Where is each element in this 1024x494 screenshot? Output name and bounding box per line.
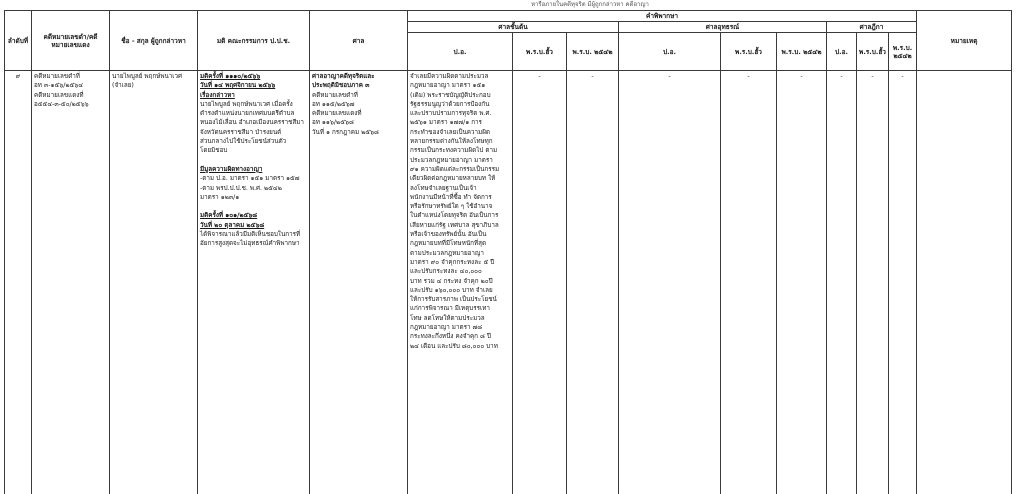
allegation-line: หนองไม้เลื่อน อำเภอเมืองนครราชสีมา (200, 119, 304, 127)
resolution-2-date: วันที่ ๒๐ ตุลาคม ๒๕๖๘ (200, 221, 265, 229)
allegation-line: ดำรงตำแหน่งนายกเทศมนตรีตำบล (200, 110, 295, 118)
dash-value: - (871, 73, 874, 80)
resolution-2-title: มติครั้งที่ ๑๐๑/๒๕๖๘ (200, 212, 258, 220)
judgment-line: แก่การพิจารณา มีเหตุบรรเทา (410, 305, 490, 313)
header-judgment: คำพิพากษา (408, 11, 917, 22)
cell-first-pa (408, 71, 513, 494)
court-line: วันที่ ๑ กรกฎาคม ๒๕๖๘ (312, 128, 379, 136)
allegation-line: นายไพบูลย์ พฤกษ์พนาเวศ เมื่อครั้ง (200, 100, 293, 108)
judgment-line: ๙๑ ความผิดแต่ละกรรมเป็นกรรม (410, 165, 500, 173)
cell-resolution (198, 71, 310, 494)
header-resolution: มติ คณะกรรมการ ป.ป.ช. (198, 11, 310, 71)
offense-line: มาตรา ๑๒๓/๑ (200, 193, 240, 201)
cell-appeal-prb2542 (777, 71, 827, 494)
judgment-line: ให้การรับสารภาพ เป็นประโยชน์ (410, 296, 497, 304)
case-line: คดีหมายเลขแดงที่ (34, 91, 84, 99)
court-line: คดีหมายเลขดำที่ (312, 91, 358, 99)
judgment-line: จำเลยมีความผิดตามประมวล (410, 73, 489, 80)
case-table (4, 10, 1012, 494)
cell-no (5, 71, 32, 494)
judgment-line: ตามประมวลกฎหมายอาญา (410, 249, 484, 257)
judgment-line: ๒๕๖๑ มาตรา ๑๗๗/๑ การ (410, 119, 482, 127)
table-row (5, 71, 1012, 494)
case-line: อ๕๕๔-๓-๕๐/๒๕๖๖ (34, 100, 89, 108)
cell-court (310, 71, 408, 494)
subheader-supreme-prb: พ.ร.บ.ฮั้ว (857, 33, 889, 71)
judgment-line: ๒๔ เดือน และปรับ ๘๐,๐๐๐ บาท (410, 342, 498, 350)
dash-value: - (591, 73, 594, 80)
case-line: อท ๓-๑๕๖/๒๕๖๔ (34, 82, 84, 90)
offense-line: -ตาม พรป.ป.ป.ช. พ.ศ. ๒๕๔๒ (200, 184, 282, 192)
dash-value: - (747, 73, 750, 80)
accused-name: นายไพบูลย์ พฤกษ์พนาเวศ (112, 73, 182, 80)
dash-value: - (668, 73, 671, 80)
dash-value: - (901, 73, 904, 80)
case-line: คดีหมายเลขดำที่ (34, 73, 80, 80)
resolution-2-line: ได้พิจารณาแล้วมีมติเห็นชอบในการที่ (200, 231, 301, 239)
judgment-line: เสียหายแก่รัฐ เทศบาล สุขาภิบาล (410, 221, 499, 229)
page-caption: หารือภายในคดีทุจริต มีผู้ถูกกล่าวหา คดีอาญา (531, 1, 649, 8)
accused-role: (จำเลย) (112, 82, 134, 90)
judgment-line: กฎหมายบทที่มีโทษหนักที่สุด (410, 240, 487, 248)
subheader-first-prb: พ.ร.บ.ฮั้ว (513, 33, 567, 71)
judgment-line: กระทงละกึ่งหนึ่ง คงจำคุก ๘ ปี (410, 333, 491, 341)
header-remark: หมายเหตุ (917, 11, 1012, 71)
subheader-first-pa: ป.อ. (408, 33, 513, 71)
judgment-line: บาท รวม ๔ กระทง จำคุก ๒๐ปี (410, 277, 493, 285)
resolution-1-date: วันที่ ๑๔ พฤศจิกายน ๒๕๖๖ (200, 82, 276, 90)
cell-supreme-pa (827, 71, 857, 494)
dash-value: - (538, 73, 541, 80)
first-instance-judgment (408, 71, 512, 351)
cell-remark (917, 71, 1012, 494)
judgment-line: หลายกรรมต่างกันให้ลงโทษทุก (410, 138, 493, 146)
resolution-1-title: มติครั้งที่ ๑๑๑๐/๒๕๖๖ (200, 73, 261, 80)
judgment-line: หรือรักษาทรัพย์ใด ๆ ใช้อำนาจ (410, 203, 493, 211)
cell-supreme-prb (857, 71, 889, 494)
judgment-line: กฎหมายอาญา มาตรา ๑๕๑ (410, 82, 486, 90)
resolution-2-line: อัยการสูงสุดจะไม่อุทธรณ์คำพิพากษา (200, 240, 300, 248)
court-line: คดีหมายเลขแดงที่ (312, 110, 362, 118)
subheader-appeal-pa: ป.อ. (619, 33, 721, 71)
judgment-line: โทษ ลดโทษให้ตามประมวล (410, 314, 485, 322)
dash-value: - (800, 73, 803, 80)
judgment-line: และปรับ ๑๖๐,๐๐๐ บาท จำเลย (410, 286, 493, 294)
judgment-line: และปรับกระทงละ ๔๐,๐๐๐ (410, 268, 482, 276)
judgment-line: มาตรา ๙๐ จำคุกกระทงละ ๕ ปี (410, 258, 495, 266)
header-court: ศาล (310, 11, 408, 71)
judgment-line: กฎหมายอาญา มาตรา ๗๘ (410, 324, 483, 332)
dash-value: - (840, 73, 843, 80)
row-number: ๙ (15, 73, 21, 80)
judgment-line: พนักงานมีหน้าที่ซื้อ ทำ จัดการ (410, 193, 492, 201)
cell-appeal-pa (619, 71, 721, 494)
cell-appeal-prb (721, 71, 777, 494)
judgment-line: ในตำแหน่งโดยทุจริต อันเป็นการ (410, 212, 499, 220)
judgment-line: เดียวผิดต่อกฎหมายหลายบท ให้ (410, 175, 496, 183)
judgment-line: รัฐธรรมนูญว่าด้วยการป้องกัน (410, 100, 490, 108)
subheader-supreme-pa: ป.อ. (827, 33, 857, 71)
judgment-line: หรือเจ้าของทรัพย์นั้น อันเป็น (410, 231, 487, 239)
court-line: อท ๑๑๕/๒๕๖๗ (312, 100, 355, 108)
judgment-line: กระทำของจำเลยเป็นความผิด (410, 128, 491, 136)
court-name: ประพฤติมิชอบภาค ๓ (312, 82, 370, 90)
judgment-line: และปราบปรามการทุจริต พ.ศ. (410, 110, 492, 118)
header-accused: ชื่อ - สกุล ผู้ถูกกล่าวหา (110, 11, 198, 71)
offense-title: มีมูลความผิดทางอาญา (200, 165, 263, 173)
cell-case-no (32, 71, 110, 494)
judgment-line: ลงโทษจำเลยฐานเป็นเจ้า (410, 184, 477, 192)
allegation-line: ส่วนกลางไปใช้ประโยชน์ส่วนตัว (200, 138, 287, 146)
header-case-no: คดีหมายเลขดำ/คดีหมายเลขแดง (32, 11, 110, 71)
judgment-line: กรรมเป็นกระทงความผิดไป ตาม (410, 147, 498, 155)
subheader-appeal-prb: พ.ร.บ.ฮั้ว (721, 33, 777, 71)
subheader-supreme-prb2542: พ.ร.บ. ๒๕๔๒ (889, 33, 917, 71)
subheader-appeal-prb2542: พ.ร.บ. ๒๕๔๒ (777, 33, 827, 71)
court-name: ศาลอาญาคดีทุจริตและ (312, 73, 375, 80)
judgment-line: ประมวลกฎหมายอาญา มาตรา (410, 156, 493, 164)
header-first-instance: ศาลชั้นต้น (408, 22, 619, 33)
allegation-line: จังหวัดนครราชสีมา บำรงยนต์ (200, 128, 282, 136)
judgment-line: (เดิม) พระราชบัญญัติประกอบ (410, 91, 491, 99)
cell-first-prb (513, 71, 567, 494)
subheader-first-prb2542: พ.ร.บ. ๒๕๔๒ (567, 33, 619, 71)
court-line: อท ๑๑๖/๒๕๖๘ (312, 119, 354, 127)
allegation-title: เรื่องกล่าวหา (200, 91, 235, 99)
allegation-line: โดยมิชอบ (200, 147, 228, 155)
offense-line: -ตาม ป.อ. มาตรา ๑๕๑ มาตรา ๑๕๗ (200, 175, 300, 183)
cell-first-prb2542 (567, 71, 619, 494)
cell-accused (110, 71, 198, 494)
header-no: ลำดับที่ (5, 11, 32, 71)
header-appeal: ศาลอุทธรณ์ (619, 22, 827, 33)
cell-supreme-prb2542 (889, 71, 917, 494)
header-supreme: ศาลฎีกา (827, 22, 917, 33)
